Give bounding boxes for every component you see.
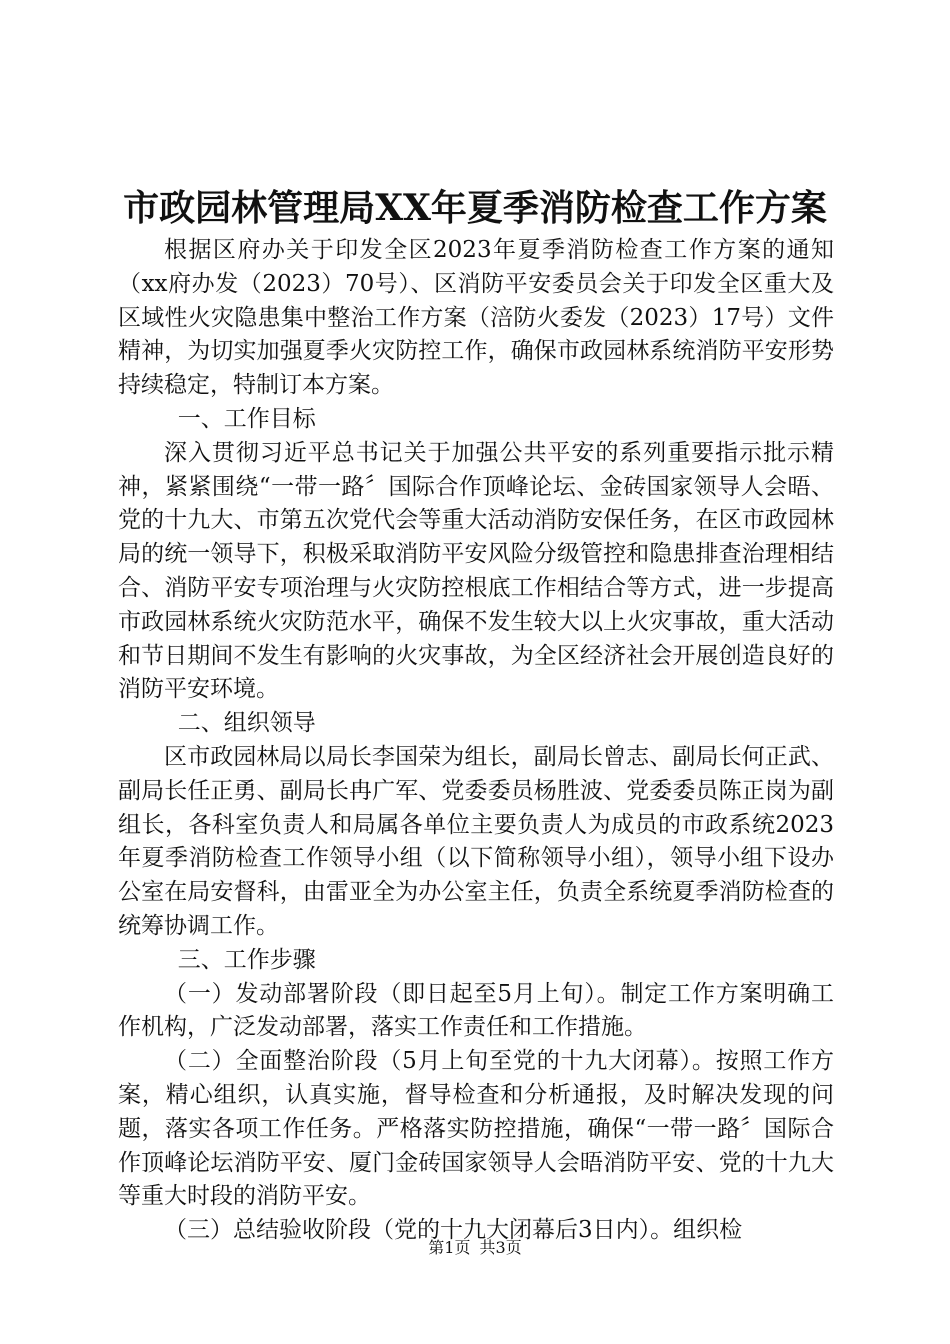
- page-total: 共3页: [479, 1238, 522, 1257]
- goals-paragraph: 深入贯彻习近平总书记关于加强公共平安的系列重要指示批示精神，紧紧围绕“一带一路〞国际合作顶峰论坛、金砖国家领导人会晤、党的十九大、市第五次党代会等重大活动消防安保任务，在区市政园林局的统一领导下，积极采取消防平安风险分级管控和隐患排查治理相结合、消防平安专项治理与火灾防控根底工作相结合等方式，进一步提高市政园林系统火灾防范水平，确保不发生较大以上火灾事故，重大活动和节日期间不发生有影响的火灾事故，为全区经济社会开展创造良好的消防平安环境。: [118, 439, 834, 703]
- step-two-paragraph: （二）全面整治阶段（5月上旬至党的十九大闭幕）。按照工作方案，精心组织，认真实施，督导检查和分析通报，及时解决发现的问题，落实各项工作任务。严格落实防控措施，确保“一带一路〞国际合作顶峰论坛消防平安、厦门金砖国家领导人会晤消防平安、党的十九大等重大时段的消防平安。: [118, 1048, 834, 1210]
- section-heading-steps: 三、工作步骤: [177, 946, 316, 973]
- leadership-paragraph: 区市政园林局以局长李国荣为组长，副局长曾志、副局长何正武、副局长任正勇、副局长冉广军、党委委员杨胜波、党委委员陈正岗为副组长，各科室负责人和局属各单位主要负责人为成员的市政系统2023年夏季消防检查工作领导小组（以下简称领导小组），领导小组下设办公室在局安督科，由雷亚全为办公室主任，负责全系统夏季消防检查的统筹协调工作。: [118, 743, 834, 939]
- step-one-paragraph: （一）发动部署阶段（即日起至5月上旬）。制定工作方案明确工作机构，广泛发动部署，落实工作责任和工作措施。: [118, 980, 834, 1041]
- document-title: 市政园林管理局XX年夏季消防检查工作方案: [123, 187, 827, 229]
- page-footer: [0, 1237, 950, 1259]
- page-number: 第1页: [428, 1238, 471, 1257]
- section-heading-goals: 一、工作目标: [177, 405, 316, 432]
- intro-paragraph: 根据区府办关于印发全区2023年夏季消防检查工作方案的通知（xx府办发（2023）70号）、区消防平安委员会关于印发全区重大及区域性火灾隐患集中整治工作方案（涪防火委发（2023）17号）文件精神，为切实加强夏季火灾防控工作，确保市政园林系统消防平安形势持续稳定，特制订本方案。: [118, 237, 834, 399]
- section-heading-leadership: 二、组织领导: [177, 710, 316, 737]
- step-three-paragraph: （三）总结验收阶段（党的十九大闭幕后3日内）。组织检: [164, 1217, 743, 1244]
- document-body: [118, 234, 834, 1248]
